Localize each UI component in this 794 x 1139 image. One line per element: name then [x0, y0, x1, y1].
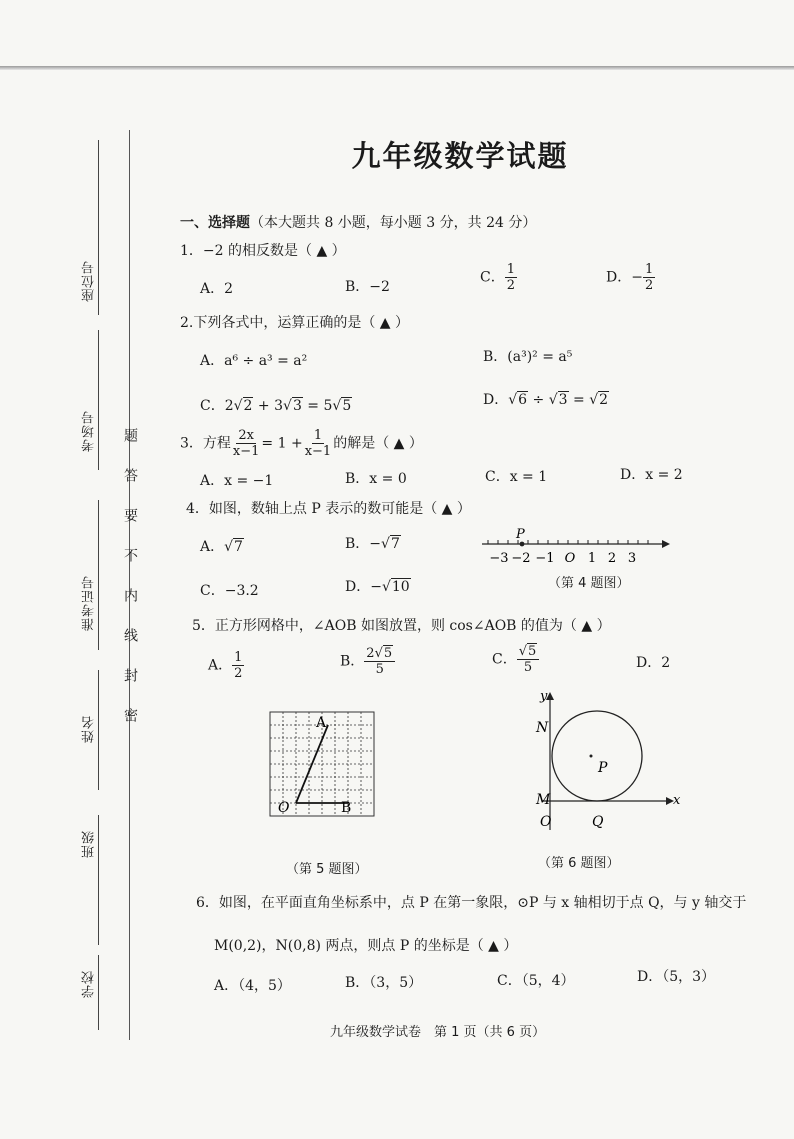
- tick-label: 1: [587, 551, 597, 566]
- q5-option-b: B． $\frac{2√5}{5}$: [340, 646, 395, 677]
- tick-label: 3: [627, 551, 637, 566]
- margin-field-room: 考场号: [82, 410, 97, 452]
- margin-line: [98, 955, 99, 1030]
- margin-field-name: 姓名: [82, 715, 97, 743]
- label-a: A: [316, 715, 327, 731]
- label-o: O: [278, 800, 290, 816]
- q1-option-a: A．2: [200, 281, 234, 297]
- q4-option-b: B．−√7: [345, 536, 400, 552]
- margin-line: [98, 140, 99, 315]
- q2-option-d: D．√6 ÷ √3 = √2: [483, 392, 609, 408]
- label-q: Q: [592, 814, 604, 830]
- seal-text: 题答要不内线封密: [122, 428, 138, 748]
- circle-p: [552, 711, 642, 801]
- margin-field-seat: 座位号: [82, 260, 97, 302]
- q3-option-d: D．x = 2: [620, 467, 683, 483]
- question-6-stem-line1: 6．如图，在平面直角坐标系中，点 P 在第一象限，⊙P 与 x 轴相切于点 Q，与 y 轴交于: [196, 895, 747, 911]
- label-b: B: [341, 800, 352, 816]
- page-title: 九年级数学试题: [351, 139, 569, 173]
- q2-option-b: B．(a³)² = a⁵: [483, 349, 573, 365]
- q6-option-c: C．（5，4）: [497, 973, 575, 989]
- point-p-dot: [520, 542, 525, 547]
- question-4-stem: 4．如图，数轴上点 P 表示的数可能是（ ▲ ）: [186, 501, 471, 517]
- q2-option-c: C．2√2 + 3√3 = 5√5: [200, 398, 352, 414]
- q3-option-c: C．x = 1: [485, 469, 548, 485]
- question-5-stem: 5．正方形网格中，∠AOB 如图放置，则 cos∠AOB 的值为（ ▲ ）: [192, 618, 611, 634]
- q2-option-a: A．a⁶ ÷ a³ = a²: [200, 353, 308, 369]
- tick-label: −2: [511, 551, 531, 566]
- number-line-figure: [478, 524, 674, 572]
- section-heading: 一、选择题（本大题共 8 小题，每小题 3 分，共 24 分）: [180, 215, 537, 231]
- label-m: M: [536, 792, 551, 808]
- figure-4-caption: （第 4 题图）: [548, 576, 630, 591]
- margin-field-school: 学校: [82, 970, 97, 998]
- margin-line: [98, 670, 99, 790]
- margin-line: [98, 500, 99, 650]
- center-p-dot: [590, 755, 593, 758]
- margin-field-ticket: 准考证号: [82, 575, 97, 631]
- label-n: N: [536, 720, 549, 736]
- grid-figure: [266, 708, 378, 820]
- q5-option-d: D．2: [636, 655, 671, 671]
- tick-label-origin: O: [564, 551, 576, 566]
- tick-label: −3: [489, 551, 509, 566]
- figure-5-caption: （第 5 题图）: [286, 862, 368, 877]
- q6-option-d: D．（5，3）: [637, 969, 716, 985]
- page-footer: 九年级数学试卷 第 1 页（共 6 页）: [330, 1025, 546, 1040]
- label-x: x: [673, 793, 681, 808]
- q5-option-a: A． $\frac{1}{2}$: [208, 650, 243, 681]
- q1-option-b: B．−2: [345, 279, 390, 295]
- tick-label: 2: [607, 551, 617, 566]
- figure-6-caption: （第 6 题图）: [538, 856, 620, 871]
- question-2-stem: 2.下列各式中，运算正确的是（ ▲ ）: [180, 315, 410, 331]
- q6-option-a: A．（4，5）: [214, 978, 291, 994]
- circle-coordinate-figure: [528, 690, 684, 835]
- q4-option-a: A．√7: [200, 539, 243, 555]
- margin-line: [98, 815, 99, 945]
- label-p: P: [598, 760, 608, 776]
- margin-line: [98, 330, 99, 470]
- q1-option-c: C． $\frac{1}{2}$: [480, 262, 515, 293]
- q5-option-c: C． $\frac{√5}{5}$: [492, 644, 539, 675]
- point-p-label: P: [516, 527, 525, 542]
- label-y: y: [540, 690, 548, 704]
- margin-field-class: 班级: [82, 830, 97, 858]
- q1-option-d: D．− $\frac{1}{2}$: [606, 262, 654, 293]
- label-o: O: [540, 814, 552, 830]
- tick-label: −1: [535, 551, 555, 566]
- q4-option-d: D．−√10: [345, 579, 410, 595]
- scan-top-edge: [0, 66, 794, 70]
- q6-option-b: B．（3，5）: [345, 975, 423, 991]
- question-6-stem-line2: M(0,2)，N(0,8) 两点，则点 P 的坐标是（ ▲ ）: [214, 938, 518, 954]
- question-3-stem: 3．方程 $\frac{2x}{x-1}$ = 1 + $\frac{1}{x-1}$ 的解是（ ▲ ）: [180, 428, 423, 459]
- q3-option-a: A．x = −1: [200, 473, 274, 489]
- question-1-stem: 1．−2 的相反数是（ ▲ ）: [180, 243, 346, 259]
- q4-option-c: C．−3.2: [200, 583, 259, 599]
- q3-option-b: B．x = 0: [345, 471, 407, 487]
